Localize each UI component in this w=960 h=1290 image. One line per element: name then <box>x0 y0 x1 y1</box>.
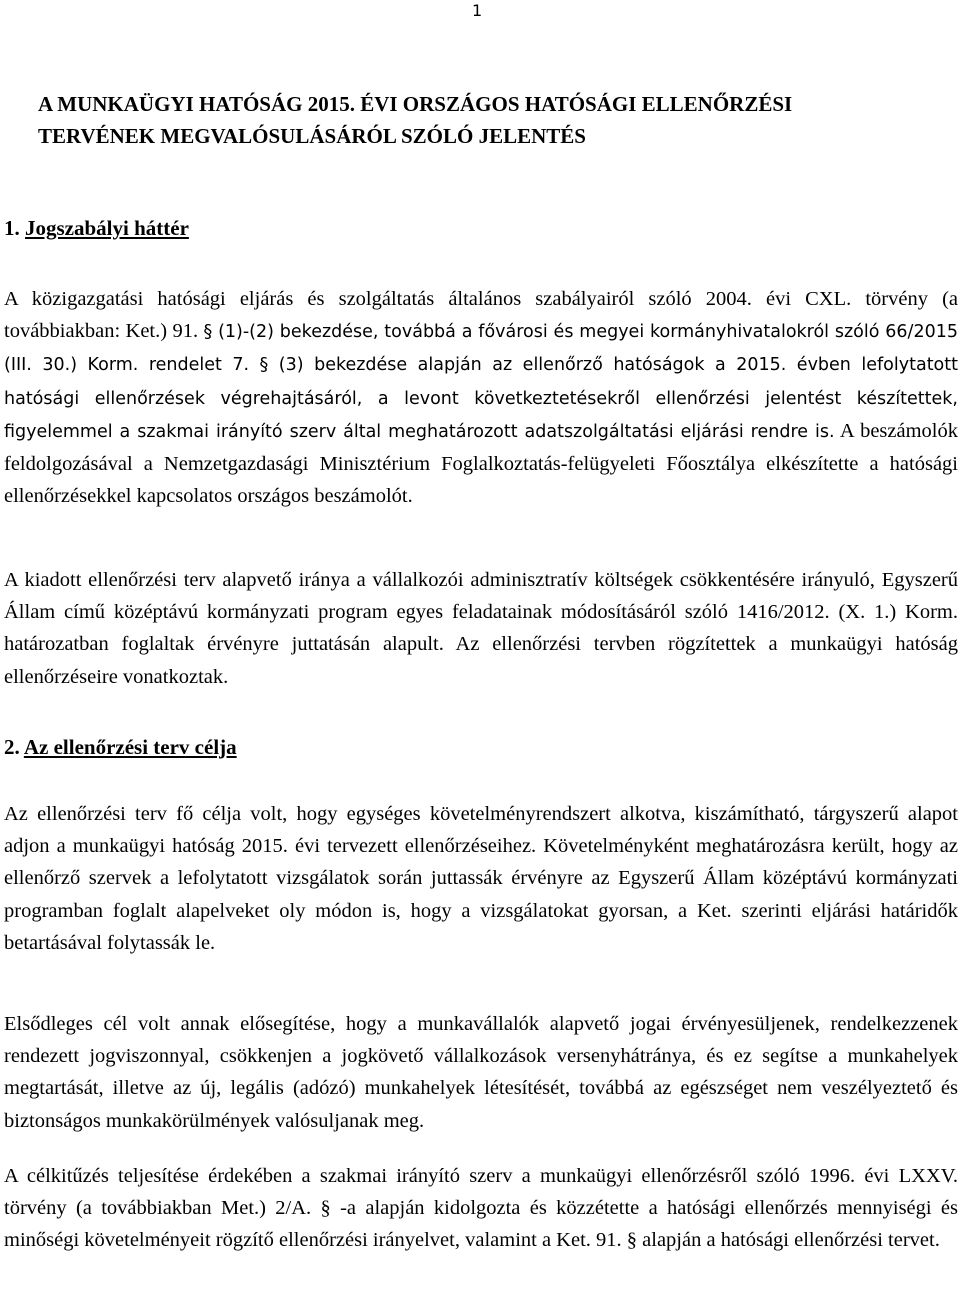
paragraph-1-part-c: A beszámolók feldolgozásával a Nemzetgazdasági Minisztérium Foglalkoztatás-felügyeleti Főosztálya elkészítette a hatósági ellenőrzésekkel kapcsolatos országos beszámolót. <box>4 419 958 508</box>
section-2-paragraph-2: Elsődleges cél volt annak elősegítése, hogy a munkavállalók alapvető jogai érvényesüljenek, rendelkezzenek rendezett jogviszonnyal, csökkenjen a jogkövető vállalkozások versenyhátránya, és ez segítse a munkahelyek megtartását, illetve az új, legális (adózó) munkahelyek létesítését, továbbá az egészséget nem veszélyeztető és biztonságos munkakörülmények valósuljanak meg. <box>4 1013 958 1132</box>
page-number: 1 <box>472 1 483 20</box>
section-1-title: Jogszabályi háttér <box>25 216 189 240</box>
section-1-number: 1. <box>4 216 20 240</box>
section-2-title: Az ellenőrzési terv célja <box>23 735 237 759</box>
section-2-heading <box>4 733 237 761</box>
document-title-line-1: A MUNKAÜGYI HATÓSÁG 2015. ÉVI ORSZÁGOS HATÓSÁGI ELLENŐRZÉSI <box>38 92 793 116</box>
section-2-paragraph-1: Az ellenőrzési terv fő célja volt, hogy egységes követelményrendszert alkotva, kiszámítható, tárgyszerű alapot adjon a munkaügyi hatóság 2015. évi tervezett ellenőrzéseihez. Követelményként meghatározásra került, hogy az ellenőrző szervek a lefolytatott vizsgálatok során juttassák érvényre az Egyszerű Állam középtávú kormányzati programban foglalt alapelveket oly módon is, hogy a vizsgálatokat gyorsan, a Ket. szerinti eljárási határidők betartásával folytassák le. <box>4 803 958 954</box>
section-1-paragraph-2: A kiadott ellenőrzési terv alapvető iránya a vállalkozói adminisztratív költségek csökkentésére irányuló, Egyszerű Állam című középtávú kormányzati program egyes feladatainak módosításáról szóló 1416/2012. (X. 1.) Korm. határozatban foglaltak érvényre juttatásán alapult. Az ellenőrzési tervben rögzítettek a munkaügyi hatóság ellenőrzéseire vonatkoztak. <box>4 569 958 688</box>
section-1-heading <box>4 214 189 242</box>
document-title <box>38 88 938 152</box>
paragraph-1-part-a: A közigazgatási hatósági eljárás és szolgáltatás általános szabályairól szóló 2004. évi CXL. törvény (a továbbiakban: Ket.) 91. <box>4 288 958 343</box>
section-2-paragraph-3: A célkitűzés teljesítése érdekében a szakmai irányító szerv a munkaügyi ellenőrzésről szóló 1996. évi LXXV. törvény (a továbbiakban Met.) 2/A. § -a alapján kidolgozta és közzétette a hatósági ellenőrzés mennyiségi és minőségi követelményeit rögzítő ellenőrzési irányelvet, valamint a Ket. 91. § alapján a hatósági ellenőrzési tervet. <box>4 1165 958 1252</box>
document-title-line-2: TERVÉNEK MEGVALÓSULÁSÁRÓL SZÓLÓ JELENTÉS <box>38 124 586 148</box>
section-2-number: 2. <box>4 735 20 759</box>
paragraph-1-part-b: § (1)-(2) bekezdése, továbbá a fővárosi és megyei kormányhivatalokról szóló 66/2015 (III. 30.) Korm. rendelet 7. § (3) bekezdése alapján az ellenőrző hatóságok a 2015. évben lefolytatott hatósági ellenőrzések végrehajtásáról, a levont következtetésekről ellenőrzési jelentést készítettek, figyelemmel a szakmai irányító szerv által meghatározott adatszolgáltatási eljárási rendre is. <box>4 322 958 442</box>
section-1-paragraph-1 <box>4 283 958 512</box>
